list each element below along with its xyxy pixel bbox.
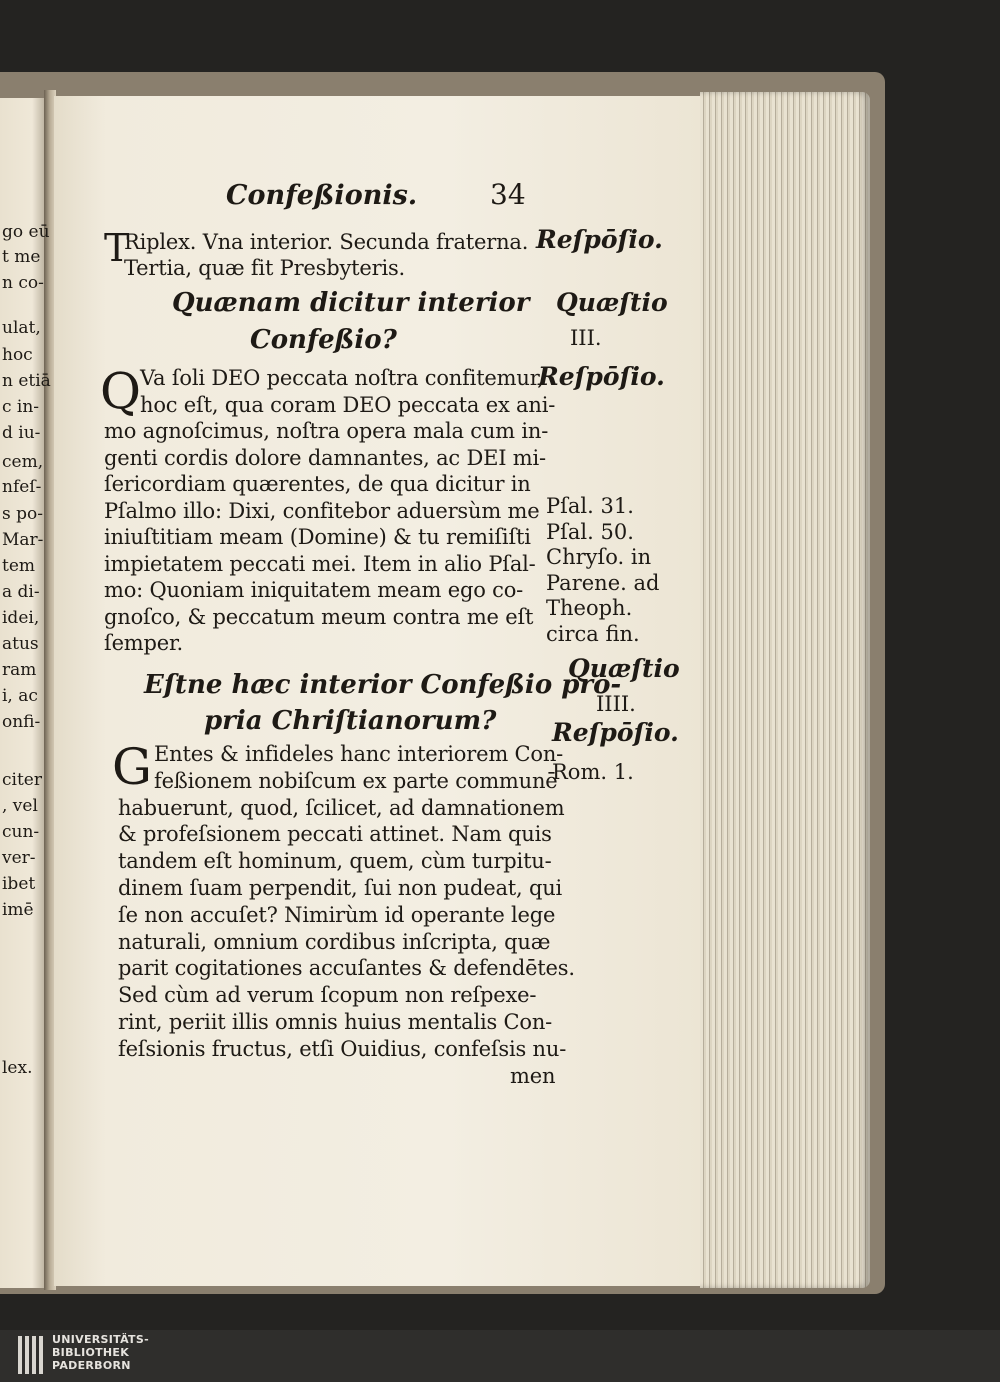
a4-line-10: Sed cùm ad verum ſcopum non reſpexe- xyxy=(118,983,537,1008)
dropcap-q: Q xyxy=(100,362,141,420)
left-fragment-6: n etiā xyxy=(2,371,51,391)
dropcap-g: G xyxy=(112,738,152,796)
a3-margin-note-3: Chryſo. in xyxy=(546,545,652,569)
margin-responsio-1: Reſpōſio. xyxy=(536,225,663,254)
a3-line-7: iniuſtitiam meam (Domine) & tu remiſiſti xyxy=(104,525,531,549)
a3-line-3: mo agnoſcimus, noſtra opera mala cum in- xyxy=(104,419,549,443)
left-fragment-21: , vel xyxy=(2,796,38,816)
a4-line-11: rint, periit illis omnis huius mentalis Con- xyxy=(118,1010,553,1034)
library-name-line-2: BIBLIOTHEK xyxy=(52,1346,130,1359)
a3-line-10: gnoſco, & peccatum meum contra me eſt xyxy=(104,604,534,629)
margin-quaestio-4: Quæſtio xyxy=(568,654,680,683)
catchword: men xyxy=(510,1064,556,1088)
left-fragment-4: ulat, xyxy=(2,318,41,338)
left-fragment-11: s po- xyxy=(2,504,43,524)
a4-line-5: tandem eſt hominum, quem, cùm turpitu- xyxy=(118,849,552,874)
left-fragment-22: cun- xyxy=(2,822,40,842)
a4-line-6: dinem ſuam perpendit, ſui non pudeat, qui xyxy=(118,876,563,900)
intro-line-1: Riplex. Vna interior. Secunda fraterna. xyxy=(124,230,529,254)
q3-heading-2: Confeßio? xyxy=(250,325,397,355)
a3-line-2: hoc eſt, qua coram DEO peccata ex ani- xyxy=(140,392,556,417)
a3-line-8: impietatem peccati mei. Item in alio Pſal- xyxy=(104,551,536,576)
a4-line-9: parit cogitationes accuſantes & defendētes. xyxy=(118,956,575,981)
q3-heading-1: Quænam dicitur interior xyxy=(172,288,530,318)
a3-margin-note-1: Pſal. 31. xyxy=(546,494,634,518)
margin-note-rom: Rom. 1. xyxy=(552,760,634,784)
left-fragment-14: a di- xyxy=(2,582,40,602)
a4-line-7: ſe non accuſet? Nimirùm id operante lege xyxy=(118,902,556,927)
left-fragment-8: d iu- xyxy=(2,423,41,443)
a3-line-4: genti cordis dolore damnantes, ac DEI mi- xyxy=(104,445,546,470)
library-name-line-1: UNIVERSITÄTS- xyxy=(52,1333,149,1346)
left-fragment-23: ver- xyxy=(2,848,36,868)
left-fragment-7: c in- xyxy=(2,397,40,417)
margin-number-3: III. xyxy=(570,326,602,350)
a3-margin-note-5: Theoph. xyxy=(546,596,633,620)
margin-number-4: IIII. xyxy=(596,692,636,716)
library-name xyxy=(52,1333,149,1372)
a3-line-5: ſericordiam quærentes, de qua dicitur in xyxy=(104,472,531,496)
footer-bar xyxy=(0,1330,1000,1382)
a3-margin-note-4: Parene. ad xyxy=(546,570,660,595)
a4-line-4: & profeſsionem peccati attinet. Nam quis xyxy=(118,822,552,847)
left-fragment-15: idei, xyxy=(2,608,40,628)
a4-line-1: Entes & infideles hanc interiorem Con- xyxy=(154,742,564,766)
q4-heading-2: pria Chriſtianorum? xyxy=(204,706,497,736)
a3-line-11: ſemper. xyxy=(104,631,183,655)
dropcap-t: T xyxy=(104,226,130,270)
left-fragment-19: onfi- xyxy=(2,712,41,732)
library-name-line-3: PADERBORN xyxy=(52,1359,131,1372)
a4-line-8: naturali, omnium cordibus inſcripta, quæ xyxy=(118,929,551,954)
left-fragment-18: i, ac xyxy=(2,686,38,706)
a3-margin-note-6: circa fin. xyxy=(546,621,640,646)
running-head-title: Confeßionis. xyxy=(226,180,418,211)
left-fragment-26: lex. xyxy=(2,1058,33,1078)
margin-responsio-3: Reſpōſio. xyxy=(552,718,679,747)
q4-heading-1: Eſtne hæc interior Confeßio pro- xyxy=(144,670,622,700)
a3-line-9: mo: Quoniam iniquitatem meam ego co- xyxy=(104,578,524,602)
margin-responsio-2: Reſpōſio. xyxy=(538,362,665,391)
margin-quaestio-3: Quæſtio xyxy=(556,288,668,317)
left-fragment-16: atus xyxy=(2,634,39,654)
intro-line-2: Tertia, quæ fit Presbyteris. xyxy=(124,256,406,280)
left-fragment-12: Mar- xyxy=(2,530,44,550)
page-edges xyxy=(700,92,870,1288)
left-fragment-24: ibet xyxy=(2,874,36,894)
a3-line-1: Va ſoli DEO peccata noſtra confitemur, xyxy=(140,366,544,390)
left-fragment-25: imē xyxy=(2,900,34,920)
a4-line-2: feßionem nobiſcum ex parte communē xyxy=(154,768,558,793)
left-fragment-3: n co- xyxy=(2,273,44,293)
page-number: 34 xyxy=(490,178,526,211)
left-fragment-2: t me xyxy=(2,247,41,267)
a3-line-6: Pſalmo illo: Dixi, confitebor aduersùm me xyxy=(104,498,540,523)
left-fragment-20: citer xyxy=(2,770,42,790)
left-fragment-10: nfeſ- xyxy=(2,477,42,497)
left-fragment-1: go eū xyxy=(2,222,50,242)
left-fragment-5: hoc xyxy=(2,345,33,365)
library-logo-icon xyxy=(18,1336,44,1374)
left-fragment-17: ram xyxy=(2,660,37,680)
left-fragment-13: tem xyxy=(2,556,36,576)
a4-line-3: habuerunt, quod, ſcilicet, ad damnationem xyxy=(118,795,565,820)
a3-margin-note-2: Pſal. 50. xyxy=(546,519,634,544)
left-fragment-9: cem, xyxy=(2,452,44,472)
a4-line-12: feſsionis fructus, etſi Ouidius, confeſsis nu- xyxy=(118,1036,567,1061)
